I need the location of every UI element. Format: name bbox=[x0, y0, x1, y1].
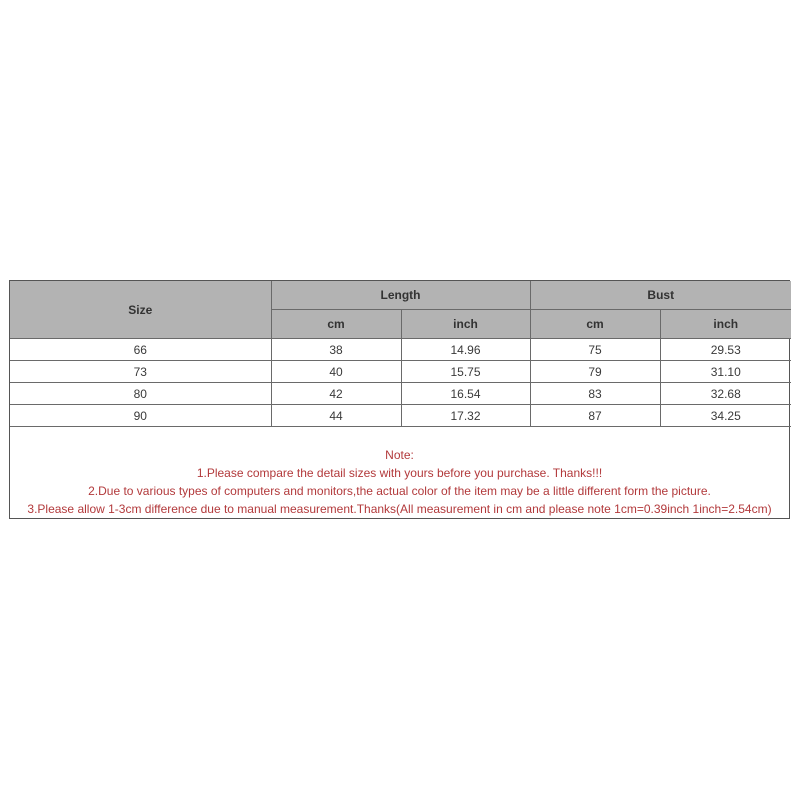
length-inch-cell: 17.32 bbox=[401, 405, 530, 427]
notes-section bbox=[10, 427, 789, 518]
length-cm-cell: 38 bbox=[271, 339, 401, 361]
note-line-2: 2.Due to various types of computers and monitors,the actual color of the item may be a little different form the picture. bbox=[88, 484, 711, 498]
bust-inch-cell: 34.25 bbox=[660, 405, 791, 427]
bust-cm-cell: 87 bbox=[530, 405, 660, 427]
bust-cm-cell: 83 bbox=[530, 383, 660, 405]
table-row bbox=[10, 383, 791, 405]
length-cm-cell: 40 bbox=[271, 361, 401, 383]
table-row bbox=[10, 339, 791, 361]
note-line-3: 3.Please allow 1-3cm difference due to manual measurement.Thanks(All measurement in cm and please note 1cm=0.39inch 1inch=2.54cm) bbox=[27, 502, 772, 516]
bust-cm-header: cm bbox=[530, 310, 660, 339]
length-inch-header: inch bbox=[401, 310, 530, 339]
size-cell: 66 bbox=[10, 339, 271, 361]
bust-inch-header: inch bbox=[660, 310, 791, 339]
length-inch-cell: 16.54 bbox=[401, 383, 530, 405]
size-column-header: Size bbox=[10, 281, 271, 339]
table-row bbox=[10, 405, 791, 427]
size-cell: 73 bbox=[10, 361, 271, 383]
bust-cm-cell: 75 bbox=[530, 339, 660, 361]
table-row bbox=[10, 361, 791, 383]
bust-inch-cell: 29.53 bbox=[660, 339, 791, 361]
note-line-1: 1.Please compare the detail sizes with yours before you purchase. Thanks!!! bbox=[196, 466, 603, 480]
note-title: Note: bbox=[385, 448, 414, 462]
bust-cm-cell: 79 bbox=[530, 361, 660, 383]
bust-inch-cell: 31.10 bbox=[660, 361, 791, 383]
length-cm-header: cm bbox=[271, 310, 401, 339]
size-cell: 90 bbox=[10, 405, 271, 427]
size-table bbox=[10, 281, 791, 427]
length-inch-cell: 14.96 bbox=[401, 339, 530, 361]
size-chart bbox=[9, 280, 790, 519]
length-cm-cell: 42 bbox=[271, 383, 401, 405]
length-group-header: Length bbox=[271, 281, 530, 310]
length-inch-cell: 15.75 bbox=[401, 361, 530, 383]
size-cell: 80 bbox=[10, 383, 271, 405]
bust-inch-cell: 32.68 bbox=[660, 383, 791, 405]
length-cm-cell: 44 bbox=[271, 405, 401, 427]
bust-group-header: Bust bbox=[530, 281, 791, 310]
